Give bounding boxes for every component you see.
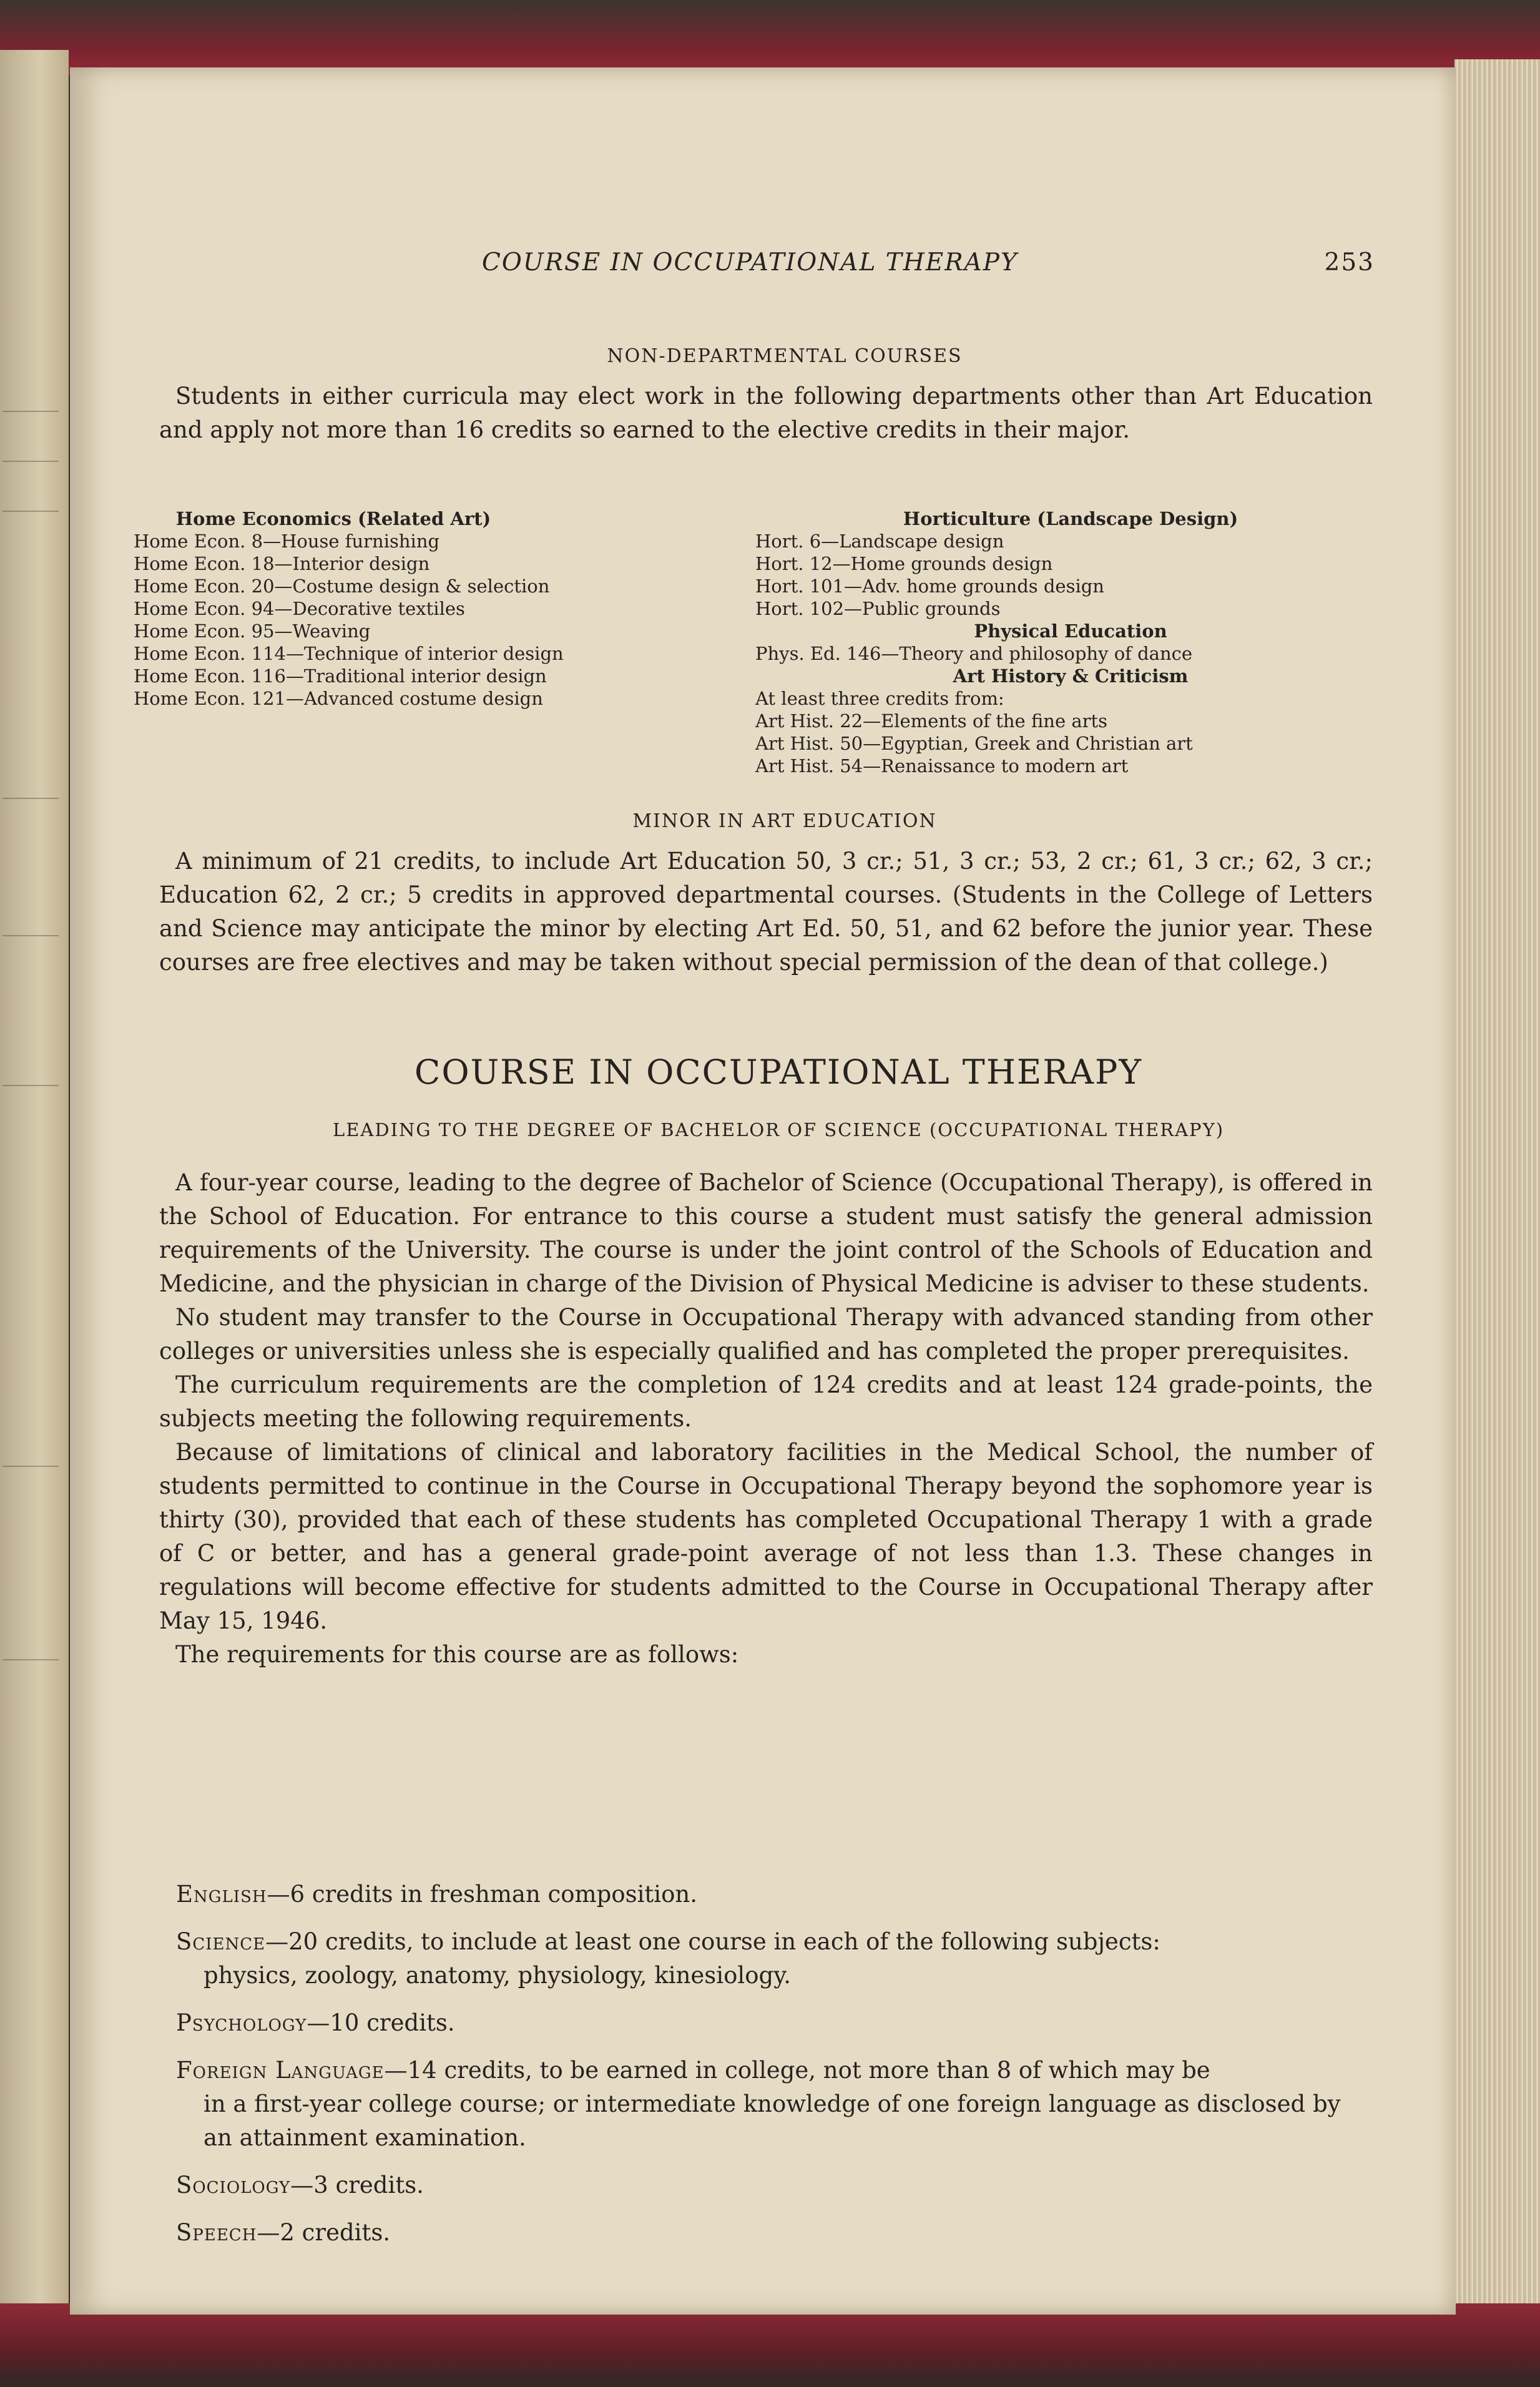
facing-page-mark: [2, 924, 59, 936]
book-page: [70, 67, 1456, 2315]
running-head-title: COURSE IN OCCUPATIONAL THERAPY: [482, 248, 1018, 277]
home-economics-column: [134, 507, 714, 710]
minor-paragraph: A minimum of 21 credits, to include Art Education 50, 3 cr.; 51, 3 cr.; 53, 2 cr.; 61, 3 cr.; 62, 3 cr.; Education 62, 2 cr.; 5 credits in approved departmental courses. (Students in the College of Letters and Science may anticipate the minor by electing Art Ed. 50, 51, and 62 before the junior year. These courses are free electives and may be taken without special permission of the dean of that college.): [159, 848, 1373, 976]
requirement-label: Psychology: [176, 2009, 307, 2036]
book-cover-bottom-edge: [0, 2303, 1540, 2387]
requirement-continuation: physics, zoology, anatomy, physiology, kinesiology.: [204, 1962, 791, 1989]
requirement-item: [176, 1925, 1373, 1992]
physical-education-heading: Physical Education: [974, 620, 1167, 642]
requirement-text: —10 credits.: [307, 2009, 455, 2036]
course-line: Home Econ. 95—Weaving: [134, 620, 371, 642]
course-paragraph: A four-year course, leading to the degree of Bachelor of Science (Occupational Therapy), is offered in the School of Education. For entrance to this course a student must satisfy the general admission requirements of the University. The course is under the joint control of the Schools of Education and Medicine, and the physician in charge of the Division of Physical Medicine is adviser to these students.: [159, 1169, 1373, 1297]
course-paragraph: The curriculum requirements are the completion of 124 credits and at least 124 grade-points, the subjects meeting the following requirements.: [159, 1371, 1373, 1432]
requirement-text: —20 credits, to include at least one course in each of the following subjects:: [265, 1928, 1160, 1955]
minor-section: [159, 845, 1373, 979]
running-head: [401, 248, 1375, 286]
requirement-label: English: [176, 1881, 267, 1908]
course-line: Home Econ. 94—Decorative textiles: [134, 598, 465, 619]
facing-page-edge: [0, 50, 69, 2328]
right-electives-column: [755, 507, 1386, 777]
course-paragraph: No student may transfer to the Course in Occupational Therapy with advanced standing from other colleges or universities unless she is especially qualified and has completed the proper prerequisites.: [159, 1304, 1373, 1365]
minor-heading: MINOR IN ART EDUCATION: [632, 810, 937, 832]
requirement-continuation: in a first-year college course; or intermediate knowledge of one foreign language as disclosed by an attainment examination.: [204, 2090, 1341, 2151]
course-line: Home Econ. 18—Interior design: [134, 553, 430, 574]
requirements-list: [176, 1878, 1373, 2250]
requirement-item: [176, 2169, 1373, 2202]
art-history-heading: Art History & Criticism: [953, 665, 1189, 687]
course-line: At least three credits from:: [755, 688, 1004, 709]
requirement-text: —14 credits, to be earned in college, not more than 8 of which may be: [384, 2057, 1210, 2084]
requirement-item: [176, 2216, 1373, 2250]
course-line: Phys. Ed. 146—Theory and philosophy of dance: [755, 643, 1193, 664]
course-paragraph: The requirements for this course are as follows:: [175, 1641, 739, 1668]
requirement-label: Speech: [176, 2219, 257, 2246]
course-line: Home Econ. 121—Advanced costume design: [134, 688, 543, 709]
course-paragraph: Because of limitations of clinical and laboratory facilities in the Medical School, the number of students permitted to continue in the Course in Occupational Therapy beyond the sophomore year is thirty (30), provided that each of these students has completed Occupational Therapy 1 with a grade of C or better, and has a general grade-point average of not less than 1.3. These changes in regulations will become effective for students admitted to the Course in Occupational Therapy after May 15, 1946.: [159, 1439, 1373, 1634]
course-line: Hort. 6—Landscape design: [755, 531, 1004, 552]
course-line: Art Hist. 22—Elements of the fine arts: [755, 710, 1108, 732]
course-line: Home Econ. 114—Technique of interior design: [134, 643, 564, 664]
requirement-text: —2 credits.: [257, 2219, 391, 2246]
facing-page-mark: [2, 499, 59, 512]
requirement-label: Foreign Language: [176, 2057, 385, 2084]
non-departmental-heading: NON-DEPARTMENTAL COURSES: [607, 345, 963, 367]
intro-paragraph: Students in either curricula may elect work in the following departments other than Art Education and apply not more than 16 credits so earned to the elective credits in their major.: [159, 383, 1373, 443]
course-description: [159, 1166, 1373, 1672]
course-line: Art Hist. 54—Renaissance to modern art: [755, 755, 1129, 777]
course-line: Home Econ. 20—Costume design & selection: [134, 576, 550, 597]
course-line: Hort. 102—Public grounds: [755, 598, 1001, 619]
requirement-item: [176, 2054, 1373, 2155]
course-title: COURSE IN OCCUPATIONAL THERAPY: [414, 1052, 1142, 1092]
requirement-text: —6 credits in freshman composition.: [267, 1881, 697, 1908]
facing-page-mark: [2, 1648, 59, 1660]
non-departmental-intro: [159, 380, 1373, 447]
course-line: Home Econ. 8—House furnishing: [134, 531, 440, 552]
course-line: Hort. 101—Adv. home grounds design: [755, 576, 1104, 597]
course-line: Art Hist. 50—Egyptian, Greek and Christian art: [755, 733, 1193, 754]
course-line: Hort. 12—Home grounds design: [755, 553, 1053, 574]
horticulture-heading: Horticulture (Landscape Design): [903, 508, 1238, 529]
home-economics-heading: Home Economics (Related Art): [175, 508, 491, 529]
course-line: Home Econ. 116—Traditional interior design: [134, 665, 547, 687]
facing-page-mark: [2, 399, 59, 412]
requirement-label: Sociology: [176, 2172, 291, 2198]
facing-page-mark: [2, 449, 59, 462]
facing-page-mark: [2, 787, 59, 799]
course-subtitle: LEADING TO THE DEGREE OF BACHELOR OF SCIENCE (OCCUPATIONAL THERAPY): [332, 1119, 1225, 1140]
facing-page-mark: [2, 1074, 59, 1086]
facing-page-mark: [2, 1454, 59, 1467]
requirement-text: —3 credits.: [290, 2172, 424, 2198]
requirement-item: [176, 1878, 1373, 1911]
requirement-label: Science: [176, 1928, 266, 1955]
page-number: 253: [1324, 248, 1375, 277]
page-fore-edge: [1454, 59, 1540, 2319]
book-cover-top-edge: [0, 0, 1540, 75]
requirement-item: [176, 2006, 1373, 2040]
